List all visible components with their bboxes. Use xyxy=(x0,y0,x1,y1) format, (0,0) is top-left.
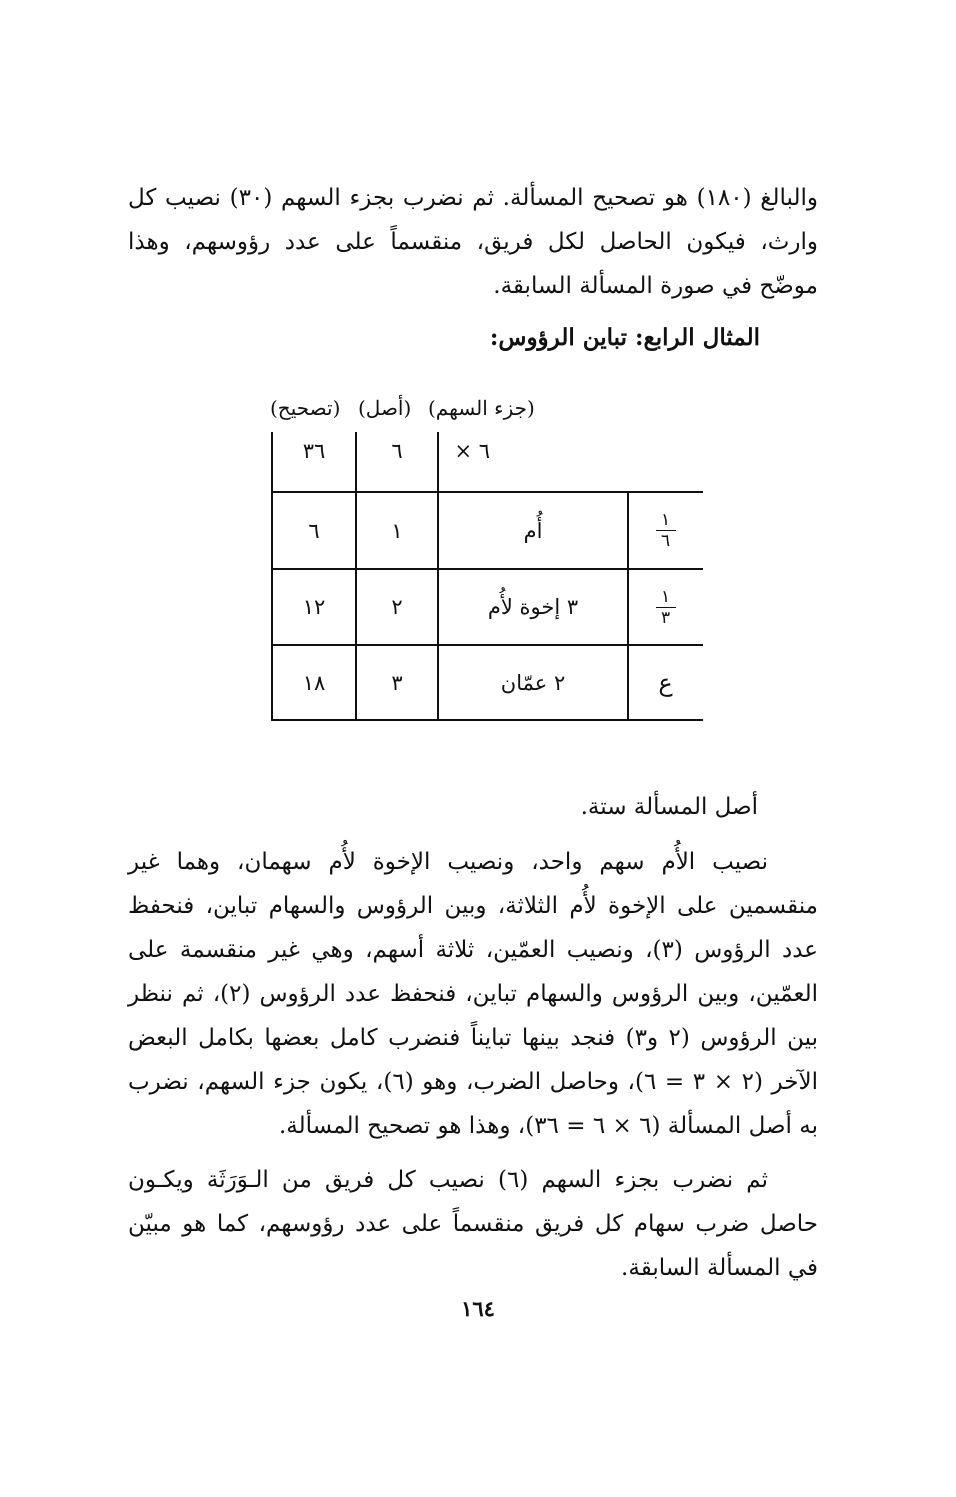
paragraph-asl: أصل المسألة ستة. xyxy=(580,794,758,820)
paragraph-explanation: نصيب الأُم سهم واحد، ونصيب الإخوة لأُم سهمان، وهما غير منقسمين على الإخوة لأُم الثلاثة، وبين الرؤوس والسهام تباين، فنحفظ عدد الرؤوس (٣)، ونصيب العمّين، ثلاثة أسهم، وهي غير منقسمة على العمّين، وبين الرؤوس والسهام تباين، فنحفظ عدد الرؤوس (٢)، ثم ننظر بين الرؤوس (٢ و٣) فنجد بينها تبايناً فنضرب كامل بعضها بكامل البعض الآخر (٢ × ٣ = ٦)، وحاصل الضرب، وهو (٦)، يكون جزء السهم، نضرب به أصل المسألة (٦ × ٦ = ٣٦)، وهذا هو تصحيح المسألة. xyxy=(128,849,819,1139)
table-row-2-asl: ٢ xyxy=(391,595,403,619)
fraction-one-sixth xyxy=(656,511,676,550)
table-row-2-share xyxy=(628,569,703,645)
table-row-3-share: ع xyxy=(658,668,673,697)
table-row-3-asl: ٣ xyxy=(391,670,403,695)
table-row-2-heir: ٣ إخوة لأُم xyxy=(487,595,579,619)
header-tashih-value: ٣٦ xyxy=(302,439,326,463)
fraction-denominator: ٣ xyxy=(660,607,671,628)
example-heading: المثال الرابع: تباين الرؤوس: xyxy=(489,324,760,351)
page-number: ١٦٤ xyxy=(461,1296,495,1321)
fraction-one-third xyxy=(656,588,676,627)
table-row-2-tashih: ١٢ xyxy=(302,595,326,619)
fraction-denominator: ٦ xyxy=(660,531,671,551)
table-row-1-asl: ١ xyxy=(391,518,403,543)
fraction-numerator: ١ xyxy=(660,586,671,607)
table-row-3-heir: ٢ عمّان xyxy=(500,670,566,695)
table-row-1-share xyxy=(628,492,703,569)
paragraph-conclusion: ثم نضرب بجزء السهم (٦) نصيب كل فريق من الـوَرَثَة ويكـون حاصل ضرب سهام كل فريق منقسماً على عدد رؤوسهم، كما هو مبيّن في المسألة السابقة. xyxy=(128,1167,818,1281)
paragraph-intro: والبالغ (١٨٠) هو تصحيح المسألة. ثم نضرب بجزء السهم (٣٠) نصيب كل وارث، فيكون الحاصل لكل فريق، منقسماً على عدد رؤوسهم، وهذا موضّح في صورة المسألة السابقة. xyxy=(128,185,818,299)
table-row-3-tashih: ١٨ xyxy=(302,670,326,695)
label-tashih: (تصحيح) xyxy=(270,396,341,420)
header-asl-value: ٦ xyxy=(391,439,403,463)
label-asl: (أصل) xyxy=(358,396,412,420)
label-juz-al-sahm: (جزء السهم) xyxy=(428,396,535,420)
table-row-1-tashih: ٦ xyxy=(308,518,320,543)
table-column-labels xyxy=(270,396,570,432)
header-juz-value: ٦ × xyxy=(454,439,490,463)
fraction-numerator: ١ xyxy=(660,510,671,530)
table-row-1-heir: أُم xyxy=(523,518,543,543)
